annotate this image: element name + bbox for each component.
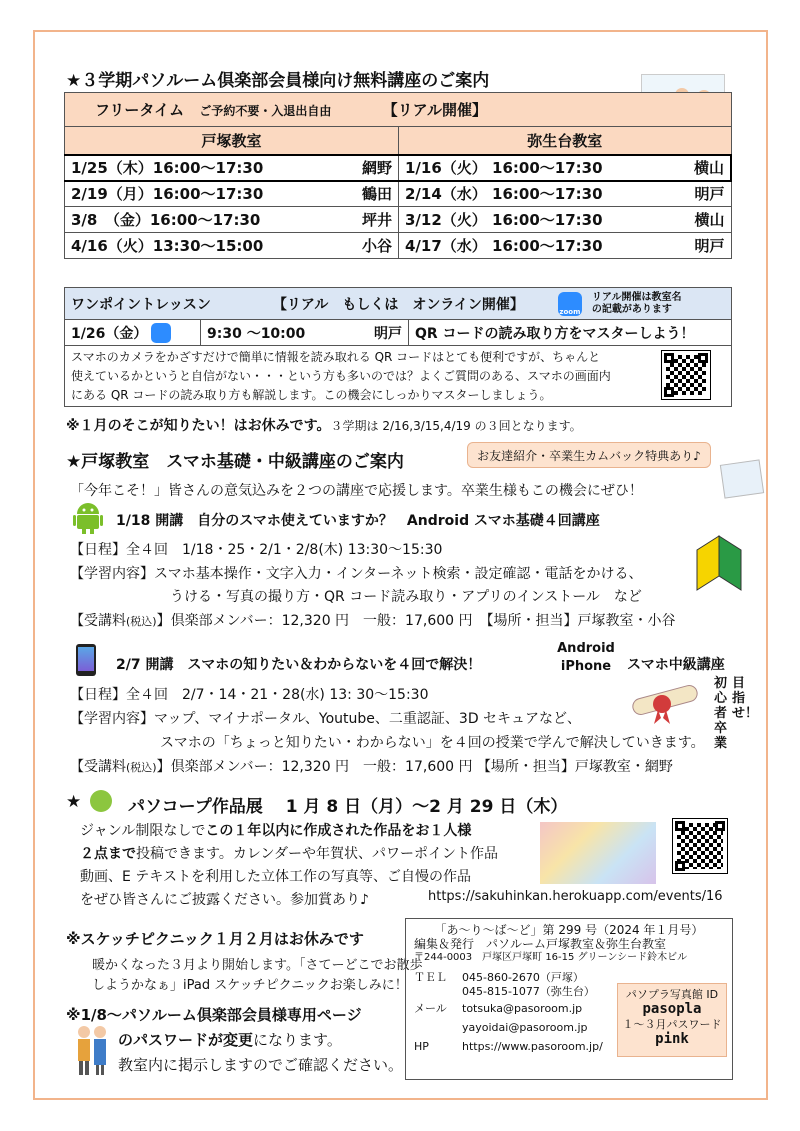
gift-card-icon [720,459,764,498]
people-illustration [74,1022,110,1078]
free-time-schedule [64,92,732,259]
right-teacher: 横山 [693,159,724,177]
exhibit-text: ２点まで投稿できます。カレンダーや年賀状、パワーポイント作品 [80,846,498,862]
diploma-icon [628,682,702,728]
right-date: 1/16（火） 16:00～17:30 [405,159,603,177]
course2-fee: 【受講料(税込)】倶楽部メンバー：12,320 円 一般：17,600 円 【場所・担当】戸塚教室・網野 [70,759,673,775]
right-teacher: 明戸 [694,185,725,204]
left-date: 2/19（月）16:00～17:30 [71,185,264,204]
course2-platforms: Android iPhone [557,641,615,674]
course2-content: スマホの「ちょっと知りたい・わからない」を４回の授業で学んで解決していきます。 [160,735,705,751]
schedule-row [65,207,732,233]
mail-label: メール [414,1002,447,1015]
free-time-note: ご予約不要・入退出自由 [199,104,332,118]
course2-course: スマホ中級講座 [627,657,725,673]
real-label: 【リアル開催】 [382,101,487,119]
onepoint-desc-line: スマホのカメラをかざすだけで簡単に情報を読み取れる QR コードはとても便利ですが、ちゃんと [71,350,601,364]
sketch-text: 暖かくなった３月より開始します。「さてーどこでお散歩 [92,958,423,973]
photo-title: パソプラ写真館 ID [625,988,719,1001]
onepoint-lesson-box [64,287,732,407]
notice-rest: ３学期は 2/16,3/15,4/19 の３回となります。 [330,419,582,433]
address: 〒244-0003 戸塚区戸塚町 16-15 グリーンシード鈴木ビル [414,952,688,963]
photo-pw: pink [655,1031,689,1047]
onepoint-mode: 【リアル もしくは オンライン開催】 [272,296,524,313]
password-change: のパスワードが変更になります。 [118,1031,342,1049]
qr-code-icon [672,818,728,874]
password-text: 教室内に掲示しますのでご確認ください。 [118,1056,404,1074]
left-teacher: 小谷 [361,237,392,255]
tel-yayoidai[interactable]: 045-815-1077（弥生台） [462,985,595,998]
pasocoop-logo-icon [90,790,112,812]
course1-content: うける・写真の撮り方・QR コード読み取り・アプリのインストール など [170,589,642,605]
course2-title: 2/7 開講 スマホの知りたい＆わからないを４回で解決！ [116,657,482,673]
side-vertical-text: 初心者卒業 [714,676,728,751]
publisher: 編集＆発行 パソルーム戸塚教室＆弥生台教室 [414,937,667,951]
left-teacher: 坪井 [361,211,392,229]
photo-pw-label: １～３月パスワード [622,1018,722,1031]
course1-title: 1/18 開講 自分のスマホ使えていますか？ Android スマホ基礎４回講座 [116,513,600,529]
right-date: 2/14（水） 16:00～17:30 [405,185,603,204]
benefit-badge: お友達紹介・卒業生カムバック特典あり♪ [467,442,711,468]
onepoint-date: 1/26（金） [71,325,148,342]
onepoint-desc-line: にある QR コードの読み取り方も解説します。この機会にしっかりマスターしましょう。 [71,388,552,402]
section3-star: ★ [66,792,82,812]
right-date: 4/17（水） 16:00～17:30 [405,237,603,255]
right-teacher: 明戸 [694,237,725,255]
col-totsuka: 戸塚教室 [65,127,399,155]
tel-totsuka[interactable]: 045-860-2670（戸塚） [462,971,584,984]
side-vertical-text: 目指せ！ [732,676,759,721]
sketch-text: しようかなぁ」iPad スケッチピクニックお楽しみに！ [92,978,408,993]
left-teacher: 鶴田 [361,185,392,204]
mail-totsuka[interactable]: totsuka@pasoroom.jp [462,1002,583,1015]
qr-code-icon [661,350,711,400]
right-teacher: 横山 [694,211,725,229]
exhibit-url[interactable]: https://sakuhinkan.herokuapp.com/events/16 [428,889,723,904]
onepoint-note: リアル開催は教室名 の記載があります [591,291,682,315]
left-date: 4/16（火）13:30～15:00 [71,237,264,255]
onepoint-desc-line: 使えているかというと自信がない・・・という方も多いのでは？よくご質問のある、スマホの画面内 [71,369,611,383]
photo-id: pasopla [642,1001,702,1017]
sketch-title: ※スケッチピクニック１月２月はお休みです [66,930,364,948]
hp-label: HP [414,1040,429,1053]
left-date: 1/25（木）16:00～17:30 [71,159,264,177]
onepoint-time: 9:30 ～10:00 [207,325,306,342]
notice-bold: ※１月のそこが知りたい！はお休みです。 [66,418,331,434]
onepoint-teacher: 明戸 [374,325,402,342]
onepoint-title: ワンポイントレッスン [71,296,211,313]
left-teacher: 網野 [361,159,392,177]
onepoint-topic: QR コードの読み取り方をマスターしよう！ [415,325,695,342]
section2-title: ★戸塚教室 スマホ基礎・中級講座のご案内 [66,452,404,472]
mail-yayoidai[interactable]: yayoidai@pasoroom.jp [462,1021,588,1034]
android-icon [73,502,103,534]
course1-content: 【学習内容】スマホ基本操作・文字入力・インターネット検索・設定確認・電話をかける、 [70,566,643,582]
course2-schedule: 【日程】全４回 2/7・14・21・28(水) 13: 30～15:30 [70,687,429,703]
exhibit-text: ジャンル制限なしでこの１年以内に作成された作品をお１人様 [80,823,472,839]
notice-line [66,415,582,435]
zoom-icon: zoom [558,292,582,316]
hp-link[interactable]: https://www.pasoroom.jp/ [462,1040,603,1053]
section3-title: パソコープ作品展 1 月 8 日（月）～2 月 29 日（木） [128,797,568,817]
photo-gallery-box [617,983,727,1057]
course1-fee: 【受講料(税込)】倶楽部メンバー：12,320 円 一般：17,600 円 【場所・担当】戸塚教室・小谷 [70,613,676,629]
left-date: 3/8 （金）16:00～17:30 [71,211,261,229]
course2-content: 【学習内容】マップ、マイナポータル、Youtube、二重認証、3D セキュアなど、 [70,711,582,727]
beginner-mark-icon [694,528,744,600]
smartphone-icon [76,644,96,676]
exhibit-text: をぜひ皆さんにご披露ください。参加賞あり♪ [80,892,369,908]
password-title: ※1/8～パソルーム倶楽部会員様専用ページ [66,1006,362,1024]
schedule-row [65,181,732,207]
schedule-row [65,155,732,181]
section2-intro: 「今年こそ！」皆さんの意気込みを２つの講座で応援します。卒業生様もこの機会にぜひ！ [70,483,643,499]
exhibit-text: 動画、E テキストを利用した立体工作の写真等、ご自慢の作品 [80,869,472,885]
section1-title: ★３学期パソルーム倶楽部会員様向け無料講座のご案内 [66,71,490,91]
tel-label: ＴＥＬ [414,971,447,984]
schedule-row [65,233,732,259]
exhibit-photo-collage [540,822,656,884]
issue-number: 「あ～り～ば～ど」第 299 号（2024 年１月号） [434,923,704,937]
zoom-icon [151,323,171,343]
right-date: 3/12（火） 16:00～17:30 [405,211,603,229]
free-time-label: フリータイム [95,101,185,119]
course1-schedule: 【日程】全４回 1/18・25・2/1・2/8(木) 13:30～15:30 [70,542,443,558]
col-yayoidai: 弥生台教室 [399,127,732,155]
